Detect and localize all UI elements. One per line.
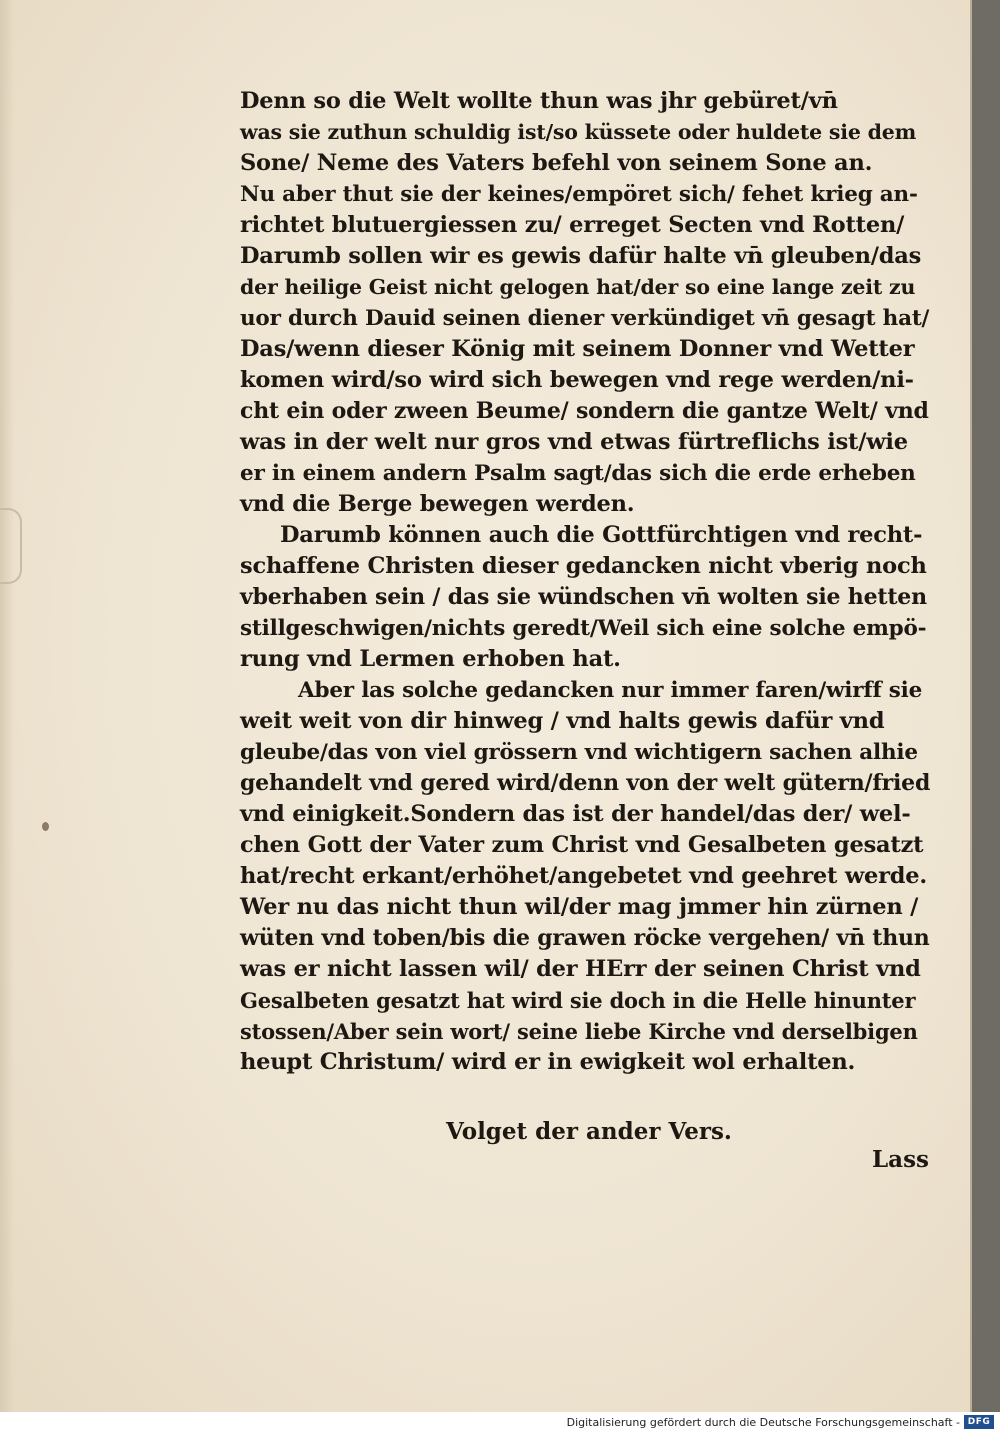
text-line: vberhaben sein / das sie wündschen vn̄ wolten sie hetten [240, 584, 927, 610]
footer-bar [0, 1412, 1000, 1433]
text-line: Das/wenn dieser König mit seinem Donner vnd Wetter [240, 336, 915, 362]
text-line: Nu aber thut sie der keines/empöret sich/ fehet krieg an- [240, 182, 918, 207]
text-line: schaffene Christen dieser gedancken nicht vberig noch [240, 553, 927, 579]
text-line: chen Gott der Vater zum Christ vnd Gesalbeten gesatzt [240, 832, 924, 858]
body-text [240, 86, 930, 1078]
text-line: rung vnd Lermen erhoben hat. [240, 646, 621, 672]
text-line: was er nicht lassen wil/ der HErr der seinen Christ vnd [240, 956, 921, 982]
text-line: uor durch Dauid seinen diener verkündiget vn̄ gesagt hat/ [240, 306, 930, 331]
dfg-logo: DFG [964, 1415, 994, 1429]
text-line: richtet blutuergiessen zu/ erreget Secten vnd Rotten/ [240, 212, 905, 238]
text-line: Darumb können auch die Gottfürchtigen vnd recht- [280, 522, 923, 548]
text-line: Sone/ Neme des Vaters befehl von seinem Sone an. [240, 150, 873, 176]
text-line: stossen/Aber sein wort/ seine liebe Kirche vnd derselbigen [240, 1019, 918, 1044]
text-line: gleube/das von viel grössern vnd wichtigern sachen alhie [240, 740, 918, 765]
text-line: was sie zuthun schuldig ist/so küssete oder huldete sie dem [240, 120, 917, 144]
text-line: was in der welt nur gros vnd etwas fürtreflichs ist/wie [240, 429, 908, 455]
text-line: Darumb sollen wir es gewis dafür halte vn̄ gleuben/das [240, 243, 922, 269]
text-line: gehandelt vnd gered wird/denn von der welt gütern/fried [240, 770, 931, 796]
ink-spot [42, 822, 49, 831]
text-line: Denn so die Welt wollte thun was jhr gebüret/vn̄ [240, 88, 838, 114]
section-heading: Volget der ander Vers. [446, 1118, 732, 1145]
page-shadow [0, 0, 14, 1412]
funding-credit: Digitalisierung gefördert durch die Deutsche Forschungsgemeinschaft - [566, 1416, 960, 1429]
text-line: cht ein oder zween Beume/ sondern die gantze Welt/ vnd [240, 398, 929, 424]
text-line: heupt Christum/ wird er in ewigkeit wol erhalten. [240, 1049, 856, 1075]
text-line: Aber las solche gedancken nur immer faren/wirff sie [298, 678, 923, 703]
text-line: Wer nu das nicht thun wil/der mag jmmer hin zürnen / [240, 894, 919, 920]
text-line: stillgeschwigen/nichts geredt/Weil sich eine solche empö- [240, 616, 927, 641]
text-line: der heilige Geist nicht gelogen hat/der so eine lange zeit zu [240, 275, 916, 299]
page-clip-mark [0, 508, 22, 584]
text-line: weit weit von dir hinweg / vnd halts gewis dafür vnd [240, 708, 885, 734]
text-line: er in einem andern Psalm sagt/das sich die erde erheben [240, 461, 916, 486]
text-line: vnd die Berge bewegen werden. [240, 491, 635, 517]
text-line: komen wird/so wird sich bewegen vnd rege werden/ni- [240, 367, 914, 393]
catchword: Lass [872, 1146, 929, 1173]
text-line: Gesalbeten gesatzt hat wird sie doch in die Helle hinunter [240, 988, 916, 1013]
text-line: wüten vnd toben/bis die grawen röcke vergehen/ vn̄ thun [240, 925, 930, 951]
text-line: vnd einigkeit.Sondern das ist der handel/das der/ wel- [240, 801, 911, 827]
text-line: hat/recht erkant/erhöhet/angebetet vnd geehret werde. [240, 863, 928, 889]
